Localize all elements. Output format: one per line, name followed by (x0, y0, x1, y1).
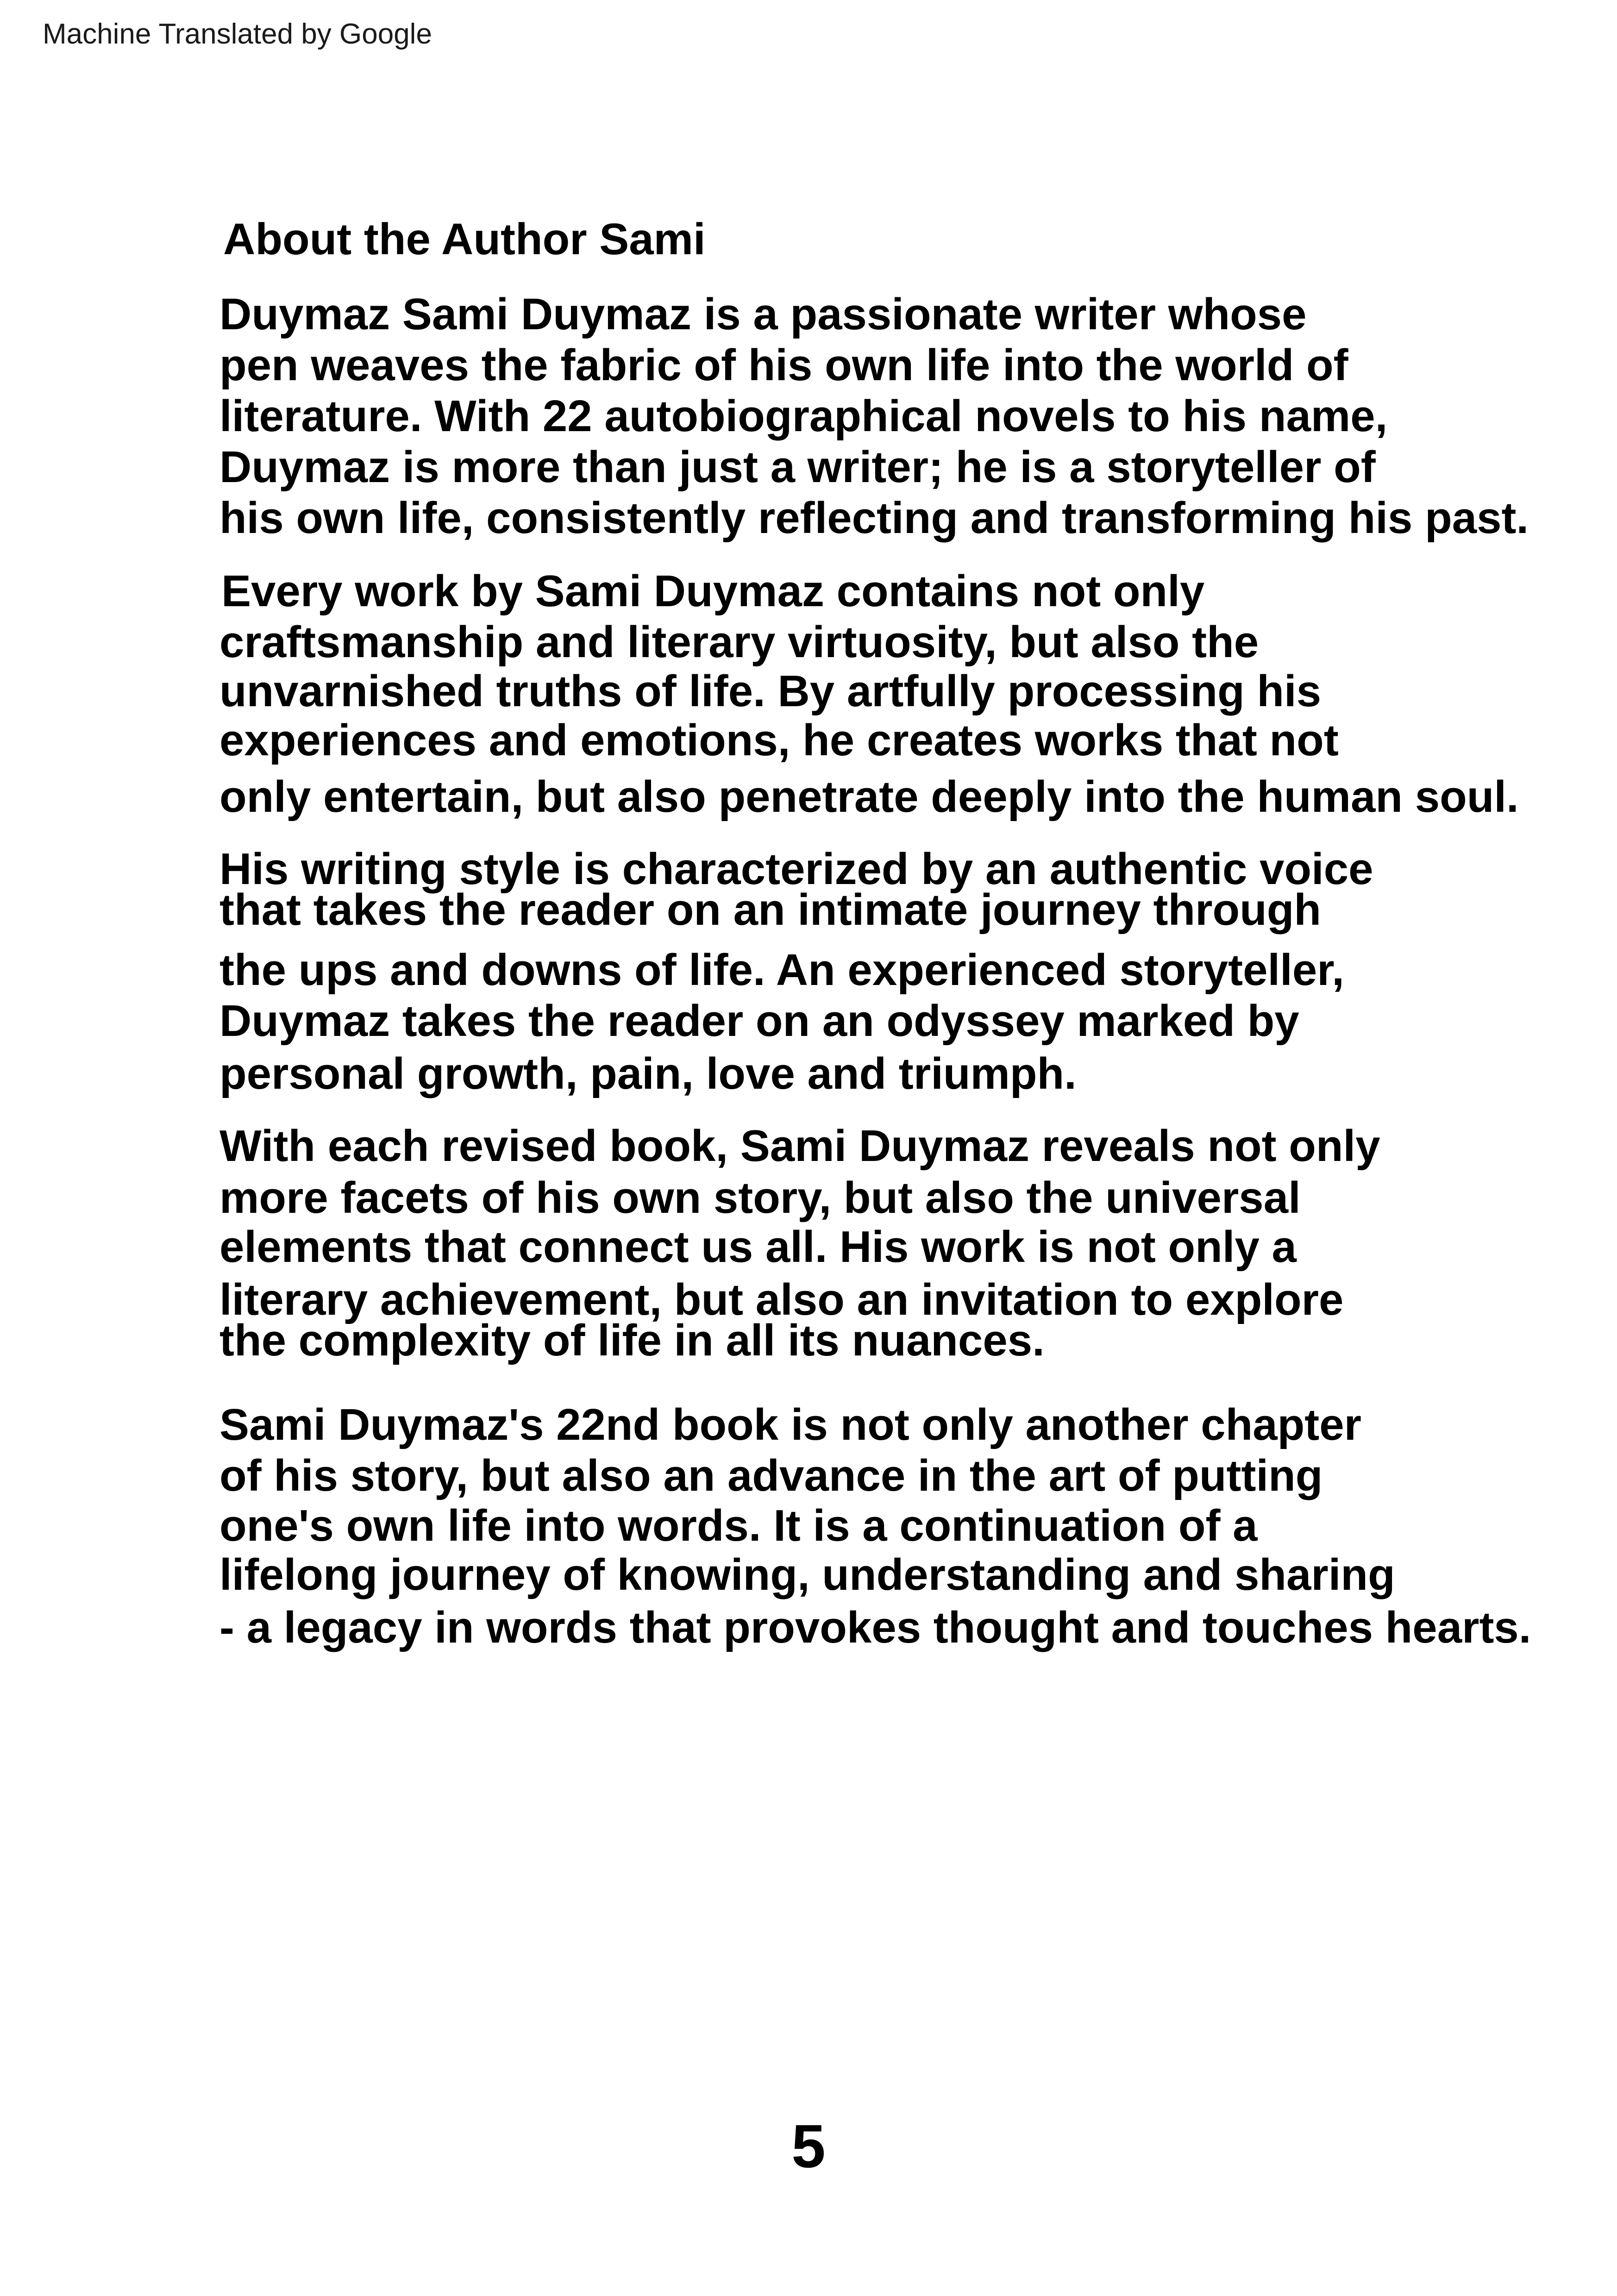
paragraph-line: that takes the reader on an intimate journey through (219, 885, 1322, 935)
paragraph-line: one's own life into words. It is a continuation of a (219, 1501, 1258, 1550)
paragraph-line: literary achievement, but also an invitation to explore (219, 1275, 1344, 1324)
paragraph-line: of his story, but also an advance in the art of putting (219, 1451, 1323, 1500)
paragraph-line: elements that connect us all. His work is not only a (219, 1222, 1297, 1272)
paragraph-line: Duymaz Sami Duymaz is a passionate writer whose (219, 289, 1307, 339)
paragraph-line: personal growth, pain, love and triumph. (219, 1049, 1077, 1098)
paragraph-line: Sami Duymaz's 22nd book is not only another chapter (219, 1400, 1361, 1449)
paragraph-line: literature. With 22 autobiographical novels to his name, (219, 391, 1388, 441)
machine-translation-notice: Machine Translated by Google (43, 18, 432, 50)
paragraph-line: pen weaves the fabric of his own life into the world of (219, 340, 1348, 390)
paragraph-line: With each revised book, Sami Duymaz reveals not only (219, 1121, 1380, 1171)
paragraph-line: only entertain, but also penetrate deeply into the human soul. (219, 772, 1519, 822)
paragraph-line: craftsmanship and literary virtuosity, but also the (219, 617, 1259, 667)
paragraph-line: his own life, consistently reflecting and transforming his past. (219, 493, 1529, 543)
paragraph-line: His writing style is characterized by an authentic voice (219, 844, 1373, 894)
paragraph-line: - a legacy in words that provokes thought and touches hearts. (219, 1603, 1531, 1652)
paragraph-line: Duymaz is more than just a writer; he is a storyteller of (219, 442, 1376, 492)
paragraph-line: Duymaz takes the reader on an odyssey marked by (219, 996, 1299, 1046)
paragraph-line: the complexity of life in all its nuances. (219, 1316, 1045, 1365)
page-number: 5 (791, 2112, 826, 2180)
paragraph-line: unvarnished truths of life. By artfully processing his (219, 666, 1322, 716)
paragraph-line: lifelong journey of knowing, understanding and sharing (219, 1550, 1395, 1600)
paragraph-line: experiences and emotions, he creates works that not (219, 715, 1339, 765)
paragraph-line: more facets of his own story, but also the universal (219, 1173, 1301, 1223)
paragraph-line: Every work by Sami Duymaz contains not only (221, 566, 1205, 616)
paragraph-line: the ups and downs of life. An experienced storyteller, (219, 945, 1344, 995)
article-heading: About the Author Sami (223, 214, 706, 264)
